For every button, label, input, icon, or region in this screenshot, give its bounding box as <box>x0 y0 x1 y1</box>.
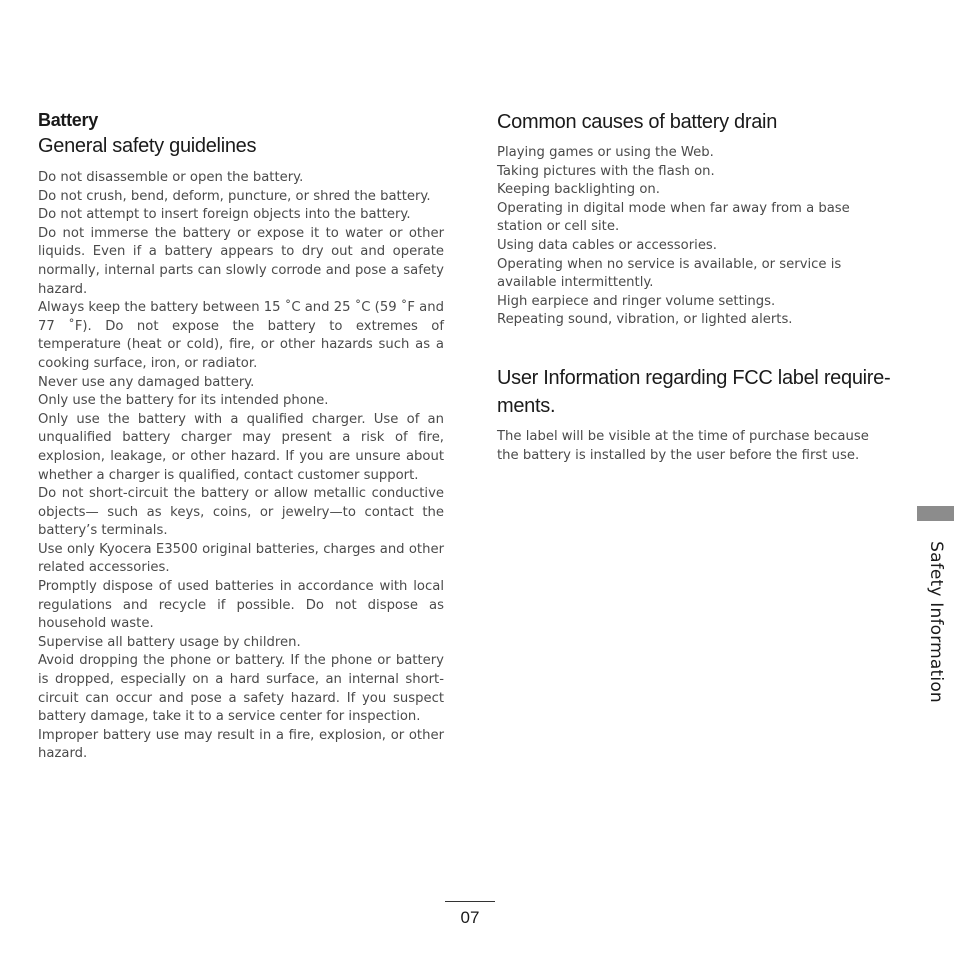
list-item: Taking pictures with the flash on. <box>497 163 715 179</box>
list-item: Playing games or using the Web. <box>497 145 714 160</box>
section-label: Battery <box>38 110 98 130</box>
list-item: Do not crush, bend, deform, puncture, or shred the battery. <box>38 188 431 204</box>
right-column <box>497 108 892 465</box>
list-item: Only use the battery with a qualified charger. Use of an unqualified battery charger may present a risk of fire, explosion, leakage, or other hazard. If you are unsure about whether a charger is qualified, contact customer support. <box>38 411 444 483</box>
safety-guideline-list <box>38 169 444 764</box>
page-number: 07 <box>460 908 480 927</box>
page-number-rule <box>445 901 495 902</box>
list-item: Operating in digital mode when far away from a base station or cell site. <box>497 200 850 235</box>
left-column <box>38 108 444 764</box>
side-tab-marker <box>917 506 954 521</box>
list-item: Use only Kyocera E3500 original batteries, charges and other related accessories. <box>38 541 444 576</box>
battery-drain-heading: Common causes of battery drain <box>497 111 778 133</box>
general-safety-heading: General safety guidelines <box>38 135 257 157</box>
list-item: Supervise all battery usage by children. <box>38 634 301 650</box>
list-item: Do not disassemble or open the battery. <box>38 170 304 185</box>
list-item: Do not short-circuit the battery or allow metallic conductive objects— such as keys, coins, or jewelry—to contact the battery’s terminals. <box>38 486 444 539</box>
list-item: Keeping backlighting on. <box>497 182 660 198</box>
list-item: Do not attempt to insert foreign objects into the battery. <box>38 207 411 223</box>
list-item: Do not immerse the battery or expose it to water or other liquids. Even if a battery appears to dry out and operate normally, internal parts can slowly corrode and pose a safety hazard. <box>38 225 444 297</box>
fcc-label-body: The label will be visible at the time of purchase because the battery is installed by the user before the first use. <box>497 428 869 463</box>
list-item: Using data cables or accessories. <box>497 237 717 253</box>
list-item: Only use the battery for its intended phone. <box>38 393 329 409</box>
side-tab-label: Safety Information <box>926 541 946 703</box>
list-item: Repeating sound, vibration, or lighted alerts. <box>497 312 793 328</box>
list-item: Always keep the battery between 15 ˚C and 25 ˚C (59 ˚F and 77 ˚F). Do not expose the battery to extremes of temperature (heat or cold), fire, or other hazards such as a cooking surface, iron, or radiator. <box>38 300 444 371</box>
battery-drain-list <box>497 144 892 330</box>
list-item: Improper battery use may result in a fire, explosion, or other hazard. <box>38 727 444 762</box>
fcc-label-heading: User Information regarding FCC label require-ments. <box>497 366 891 417</box>
list-item: Promptly dispose of used batteries in accordance with local regulations and recycle if possible. Do not dispose as household waste. <box>38 579 444 632</box>
list-item: Operating when no service is available, or service is available intermittently. <box>497 256 842 291</box>
list-item: High earpiece and ringer volume settings. <box>497 293 776 309</box>
list-item: Never use any damaged battery. <box>38 374 255 390</box>
list-item: Avoid dropping the phone or battery. If the phone or battery is dropped, especially on a hard surface, an internal short-circuit can occur and pose a safety hazard. If you suspect battery damage, take it to a service center for inspection. <box>38 653 444 725</box>
section-spacer <box>497 330 892 364</box>
